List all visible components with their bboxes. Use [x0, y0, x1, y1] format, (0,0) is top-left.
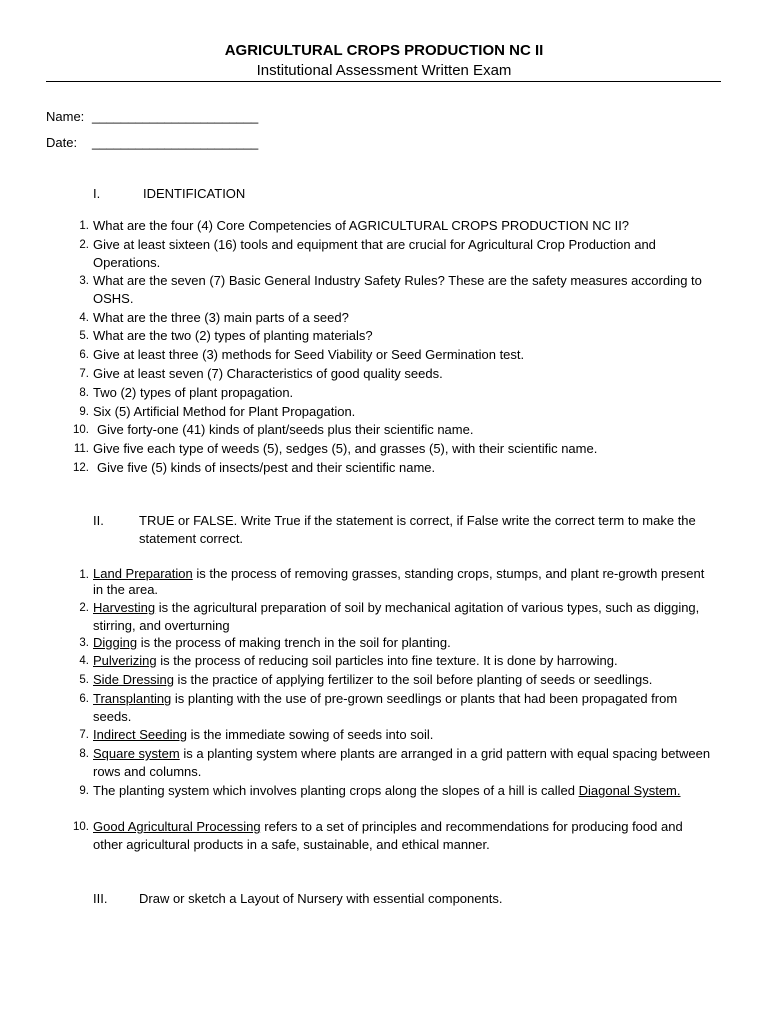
- item-term: Harvesting: [93, 600, 156, 615]
- item-rest: is the process of making trench in the soil for planting.: [137, 635, 451, 650]
- item-text: [93, 671, 713, 689]
- item-number: 12.: [73, 462, 89, 474]
- item-number: 3.: [79, 637, 89, 649]
- section-2-title: TRUE or FALSE. Write True if the statement is correct, if False write the correct term to make the statement correct.: [139, 513, 696, 546]
- item-text: Give five each type of weeds (5), sedges (5), and grasses (5), with their scientific name.: [93, 441, 598, 456]
- item-text: Give at least seven (7) Characteristics of good quality seeds.: [93, 366, 443, 381]
- item-number: 3.: [79, 275, 89, 287]
- item-term: Indirect Seeding: [93, 727, 187, 742]
- date-field: [46, 135, 258, 151]
- name-field: [46, 109, 258, 125]
- item-number: 10.: [73, 821, 89, 833]
- item-rest: is the agricultural preparation of soil by mechanical agitation of various types, such as digging, stirring, and overturning: [93, 600, 700, 633]
- item-rest: is the immediate sowing of seeds into soil.: [186, 727, 434, 742]
- item-number: 1.: [79, 220, 89, 232]
- section-2-numeral: II.: [93, 513, 104, 528]
- item-number: 9.: [79, 785, 89, 797]
- item-term: Land Preparation: [93, 566, 193, 581]
- item-text: [93, 634, 713, 652]
- item-text: [93, 782, 713, 800]
- item-number: 2.: [79, 239, 89, 251]
- item-number: 6.: [79, 693, 89, 705]
- item-term: Pulverizing: [93, 653, 157, 668]
- page-title: AGRICULTURAL CROPS PRODUCTION NC II: [224, 42, 544, 59]
- item-term: Transplanting: [93, 691, 172, 706]
- name-blank: _______________________: [92, 109, 259, 124]
- item-number: 9.: [79, 406, 89, 418]
- item-number: 1.: [79, 569, 89, 581]
- item-text: [93, 726, 713, 744]
- item-term: Digging: [93, 635, 138, 650]
- item-term: Diagonal System.: [578, 783, 681, 798]
- item-text: [93, 690, 713, 726]
- section-1-title: IDENTIFICATION: [143, 186, 246, 201]
- item-number: 7.: [79, 729, 89, 741]
- section-3-title: Draw or sketch a Layout of Nursery with essential components.: [139, 891, 503, 906]
- item-term: Square system: [93, 746, 180, 761]
- item-text: What are the seven (7) Basic General Industry Safety Rules? These are the safety measures according to OSHS.: [93, 273, 702, 306]
- section-3-numeral: III.: [93, 891, 108, 906]
- item-text: Give at least three (3) methods for Seed Viability or Seed Germination test.: [93, 347, 525, 362]
- item-number: 11.: [73, 443, 89, 455]
- item-number: 2.: [79, 602, 89, 614]
- item-text: [93, 745, 713, 781]
- item-text: [93, 566, 713, 598]
- item-term: Side Dressing: [93, 672, 174, 687]
- item-text: Two (2) types of plant propagation.: [93, 385, 294, 400]
- item-number: 5.: [79, 330, 89, 342]
- item-number: 4.: [79, 312, 89, 324]
- item-number: 10.: [73, 424, 89, 436]
- item-rest: is the process of reducing soil particles into fine texture. It is done by harrowing.: [156, 653, 618, 668]
- section-1-numeral: I.: [93, 186, 101, 201]
- item-rest: is the practice of applying fertilizer to the soil before planting of seeds or seedlings.: [173, 672, 653, 687]
- item-rest: is the process of removing grasses, standing crops, stumps, and plant re-growth present in the area.: [93, 566, 705, 597]
- item-text: What are the four (4) Core Competencies of AGRICULTURAL CROPS PRODUCTION NC II?: [93, 218, 630, 233]
- item-text: [93, 599, 713, 635]
- item-number: 5.: [79, 674, 89, 686]
- item-number: 4.: [79, 655, 89, 667]
- item-text: What are the two (2) types of planting materials?: [93, 328, 373, 343]
- item-rest: is planting with the use of pre-grown seedlings or plants that had been propagated from seeds.: [93, 691, 678, 724]
- item-number: 6.: [79, 349, 89, 361]
- item-number: 8.: [79, 387, 89, 399]
- header-rule: [46, 81, 721, 82]
- page-subtitle: Institutional Assessment Written Exam: [256, 62, 512, 79]
- item-number: 8.: [79, 748, 89, 760]
- item-text: Give forty-one (41) kinds of plant/seeds plus their scientific name.: [97, 422, 474, 437]
- item-rest: refers to a set of principles and recommendations for producing food and other agricultural products in a safe, sustainable, and ethical manner.: [93, 819, 683, 852]
- date-blank: _______________________: [92, 135, 259, 150]
- item-lead: The planting system which involves planting crops along the slopes of a hill is called: [93, 783, 579, 798]
- item-text: [93, 652, 713, 670]
- item-text: Give five (5) kinds of insects/pest and their scientific name.: [97, 460, 436, 475]
- name-label: Name:: [46, 109, 85, 124]
- date-label: Date:: [46, 135, 78, 150]
- item-text: Six (5) Artificial Method for Plant Propagation.: [93, 404, 356, 419]
- item-number: 7.: [79, 368, 89, 380]
- item-text: What are the three (3) main parts of a seed?: [93, 310, 349, 325]
- item-text: Give at least sixteen (16) tools and equipment that are crucial for Agricultural Crop Production and Operations.: [93, 237, 656, 270]
- item-text: [93, 818, 713, 854]
- item-term: Good Agricultural Processing: [93, 819, 261, 834]
- item-rest: is a planting system where plants are arranged in a grid pattern with equal spacing between rows and columns.: [93, 746, 711, 779]
